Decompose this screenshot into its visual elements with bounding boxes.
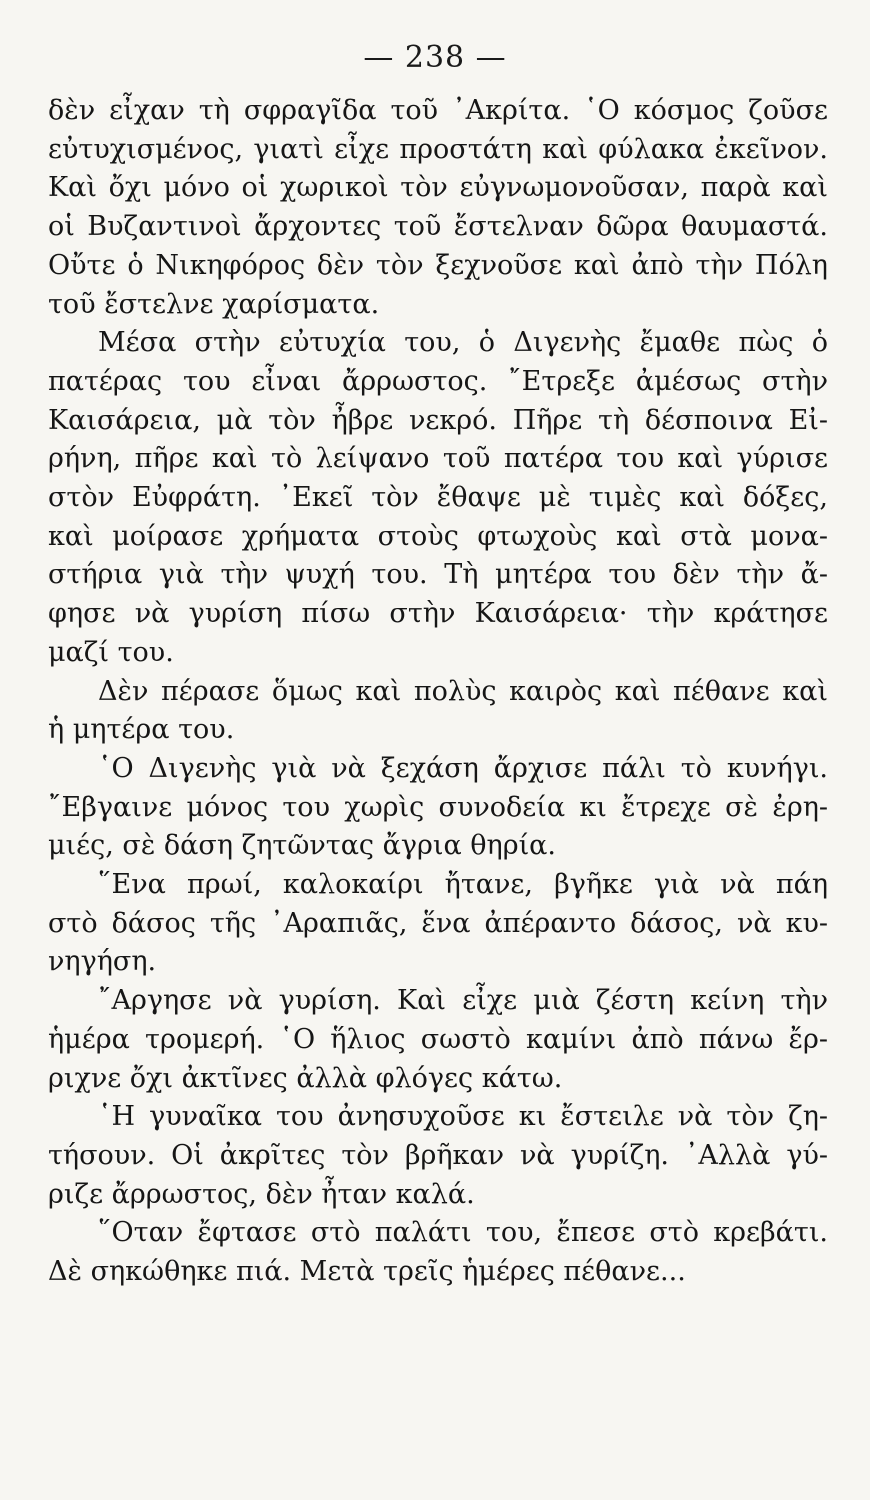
text-line: Οὔτε ὁ Νικηφόρος δὲν τὸν ξεχνοῦσε καὶ ἀπὸ τὴν Πόλη (48, 249, 828, 281)
text-line: καὶ μοίρασε χρήματα στοὺς φτωχοὺς καὶ στὰ μονα- (48, 520, 828, 552)
text-line: εὐτυχισμένος, γιατὶ εἶχε προστάτη καὶ φύλακα ἐκεῖνον. (48, 133, 828, 165)
paragraph (48, 866, 828, 982)
text-line: μαζί του. (48, 636, 174, 668)
paragraph (48, 673, 828, 750)
text-line: τοῦ ἔστελνε χαρίσματα. (48, 288, 380, 320)
paragraph (48, 92, 828, 324)
text-line: Δὲ σηκώθηκε πιά. Μετὰ τρεῖς ἡμέρες πέθανε... (48, 1256, 686, 1288)
text-line: ῎Εβγαινε μόνος του χωρὶς συνοδεία κι ἔτρεχε σὲ ἐρη- (48, 791, 828, 823)
text-line: ριχνε ὄχι ἀκτῖνες ἀλλὰ φλόγες κάτω. (48, 1062, 563, 1094)
text-line: ρήνη, πῆρε καὶ τὸ λείψανο τοῦ πατέρα του καὶ γύρισε (48, 443, 828, 475)
paragraph (48, 750, 828, 866)
text-line: ῾Η γυναῖκα του ἀνησυχοῦσε κι ἔστειλε νὰ τὸν ζη- (98, 1101, 828, 1133)
text-line: ριζε ἄρρωστος, δὲν ἦταν καλά. (48, 1178, 475, 1210)
text-line: ῞Οταν ἔφτασε στὸ παλάτι του, ἔπεσε στὸ κρεβάτι. (98, 1217, 828, 1249)
page-number: — 238 — (363, 40, 507, 75)
text-line: ἡ μητέρα του. (48, 714, 235, 746)
text-line: ἡμέρα τρομερή. ῾Ο ἥλιος σωστὸ καμίνι ἀπὸ πάνω ἔρ- (48, 1023, 828, 1055)
paragraph (48, 1098, 828, 1214)
text-line: πατέρας του εἶναι ἄρρωστος. ῎Ετρεξε ἀμέσως στὴν (48, 365, 828, 397)
text-line: οἱ Βυζαντινοὶ ἄρχοντες τοῦ ἔστελναν δῶρα θαυμαστά. (48, 211, 828, 243)
text-line: Καισάρεια, μὰ τὸν ἦβρε νεκρό. Πῆρε τὴ δέσποινα Εἰ- (48, 404, 828, 436)
text-line: ῞Ενα πρωί, καλοκαίρι ἤτανε, βγῆκε γιὰ νὰ πάη (98, 869, 828, 901)
body-text (48, 92, 828, 1292)
text-line: ῎Αργησε νὰ γυρίση. Καὶ εἶχε μιὰ ζέστη κείνη τὴν (98, 985, 828, 1017)
paragraph (48, 982, 828, 1098)
text-line: Μέσα στὴν εὐτυχία του, ὁ Διγενὴς ἔμαθε πὼς ὁ (98, 327, 828, 359)
text-line: φησε νὰ γυρίση πίσω στὴν Καισάρεια· τὴν κράτησε (48, 598, 828, 630)
text-line: Καὶ ὄχι μόνο οἱ χωρικοὶ τὸν εὐγνωμονοῦσαν, παρὰ καὶ (48, 172, 828, 204)
text-line: στήρια γιὰ τὴν ψυχή του. Τὴ μητέρα του δὲν τὴν ἄ- (48, 559, 828, 591)
text-line: δὲν εἶχαν τὴ σφραγῖδα τοῦ ᾿Ακρίτα. ῾Ο κόσμος ζοῦσε (48, 95, 828, 126)
text-line: στὸ δάσος τῆς ᾿Αραπιᾶς, ἕνα ἀπέραντο δάσος, νὰ κυ- (48, 907, 828, 939)
text-line: τήσουν. Οἱ ἀκρῖτες τὸν βρῆκαν νὰ γυρίζη. ᾿Αλλὰ γύ- (48, 1139, 828, 1171)
text-line: Δὲν πέρασε ὅμως καὶ πολὺς καιρὸς καὶ πέθανε καὶ (98, 675, 828, 707)
paragraph (48, 324, 828, 672)
text-line: μιές, σὲ δάση ζητῶντας ἄγρια θηρία. (48, 830, 556, 862)
paragraph (48, 1214, 828, 1291)
text-line: στὸν Εὐφράτη. ᾿Εκεῖ τὸν ἔθαψε μὲ τιμὲς καὶ δόξες, (48, 482, 828, 514)
text-line: νηγήση. (48, 946, 157, 978)
text-line: ῾Ο Διγενὴς γιὰ νὰ ξεχάση ἄρχισε πάλι τὸ κυνήγι. (98, 752, 828, 784)
